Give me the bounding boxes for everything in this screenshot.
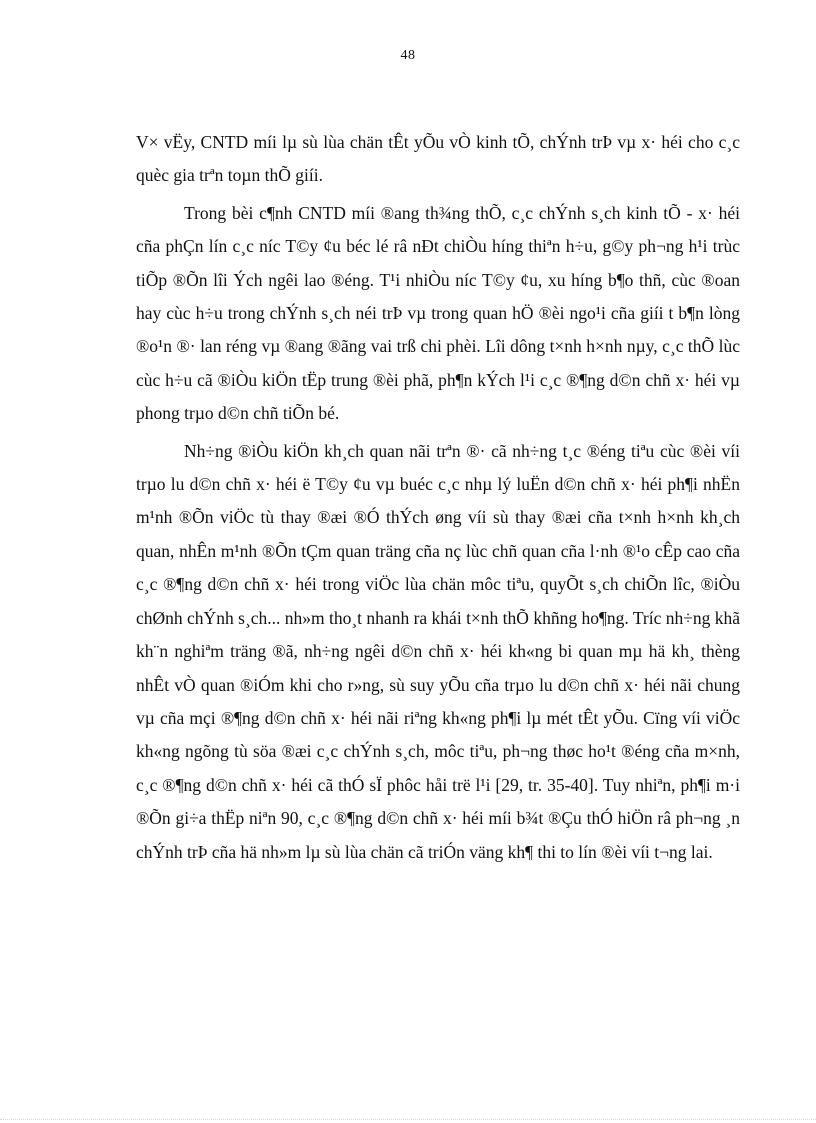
body-text	[136, 126, 740, 873]
paragraph-2: Trong bèi c¶nh CNTD míi ®ang th¾ng thÕ, c¸c chÝnh s¸ch kinh tÕ - x· héi cña phÇn lín c¸c níc T©y ¢u béc lé râ nÐt chiÒu híng thiªn h÷u, g©y ph¬ng h¹i trùc tiÕp ®Õn lîi Ých ngêi lao ®éng. T¹i nhiÒu níc T©y ¢u, xu híng b¶o thñ, cùc ®oan hay cùc h÷u trong chÝnh s¸ch néi trÞ vµ trong quan hÖ ®èi ngo¹i cña giíi t b¶n lòng ®o¹n ®· lan réng vµ ®ang ®ãng vai trß chi phèi. Lîi dông t×nh h×nh nµy, c¸c thÕ lùc cùc h÷u cã ®iÒu kiÖn tËp trung ®èi phã, ph¶n kÝch l¹i c¸c ®¶ng d©n chñ x· héi vµ phong trµo d©n chñ tiÕn bé.	[136, 202, 740, 424]
page-bottom-rule	[0, 1119, 816, 1120]
paragraph-1: V× vËy, CNTD míi lµ sù lùa chän tÊt yÕu vÒ kinh tÕ, chÝnh trÞ vµ x· héi cho c¸c quèc gia trªn toµn thÕ giíi.	[136, 132, 740, 186]
page-number: 48	[400, 48, 416, 63]
paragraph-3: Nh÷ng ®iÒu kiÖn kh¸ch quan nãi trªn ®· cã nh÷ng t¸c ®éng tiªu cùc ®èi víi trµo lu d©n chñ x· héi ë T©y ¢u vµ buéc c¸c nhµ lý luËn d©n chñ x· héi ph¶i nhËn m¹nh ®Õn viÖc tù thay ®æi ®Ó thÝch øng víi sù thay ®æi cña t×nh h×nh kh¸ch quan, nhÊn m¹nh ®Õn tÇm quan träng cña nç lùc chñ quan cña l·nh ®¹o cÊp cao cña c¸c ®¶ng d©n chñ x· héi trong viÖc lùa chän môc tiªu, quyÕt s¸ch chiÕn lîc, ®iÒu chØnh chÝnh s¸ch... nh»m tho¸t nhanh ra khái t×nh thÕ khñng ho¶ng. Tríc nh÷ng khã kh¨n nghiªm träng ®ã, nh÷ng ngêi d©n chñ x· héi kh«ng bi quan mµ hä kh¸ thèng nhÊt vÒ quan ®iÓm khi cho r»ng, sù suy yÕu cña trµo lu d©n chñ x· héi nãi chung vµ cña mçi ®¶ng d©n chñ x· héi nãi riªng kh«ng ph¶i lµ mét tÊt yÕu. Cïng víi viÖc kh«ng ngõng tù söa ®æi c¸c chÝnh s¸ch, môc tiªu, ph¬ng thøc ho¹t ®éng cña m×nh, c¸c ®¶ng d©n chñ x· héi cã thÓ sÏ phôc håi trë l¹i [29, tr. 35-40]. Tuy nhiªn, ph¶i m·i ®Õn gi÷a thËp niªn 90, c¸c ®¶ng d©n chñ x· héi míi b¾t ®Çu thÓ hiÖn râ ph¬ng ¸n chÝnh trÞ cña hä nh»m lµ sù lùa chän cã triÓn väng kh¶ thi to lín ®èi víi t¬ng lai.	[136, 440, 740, 862]
